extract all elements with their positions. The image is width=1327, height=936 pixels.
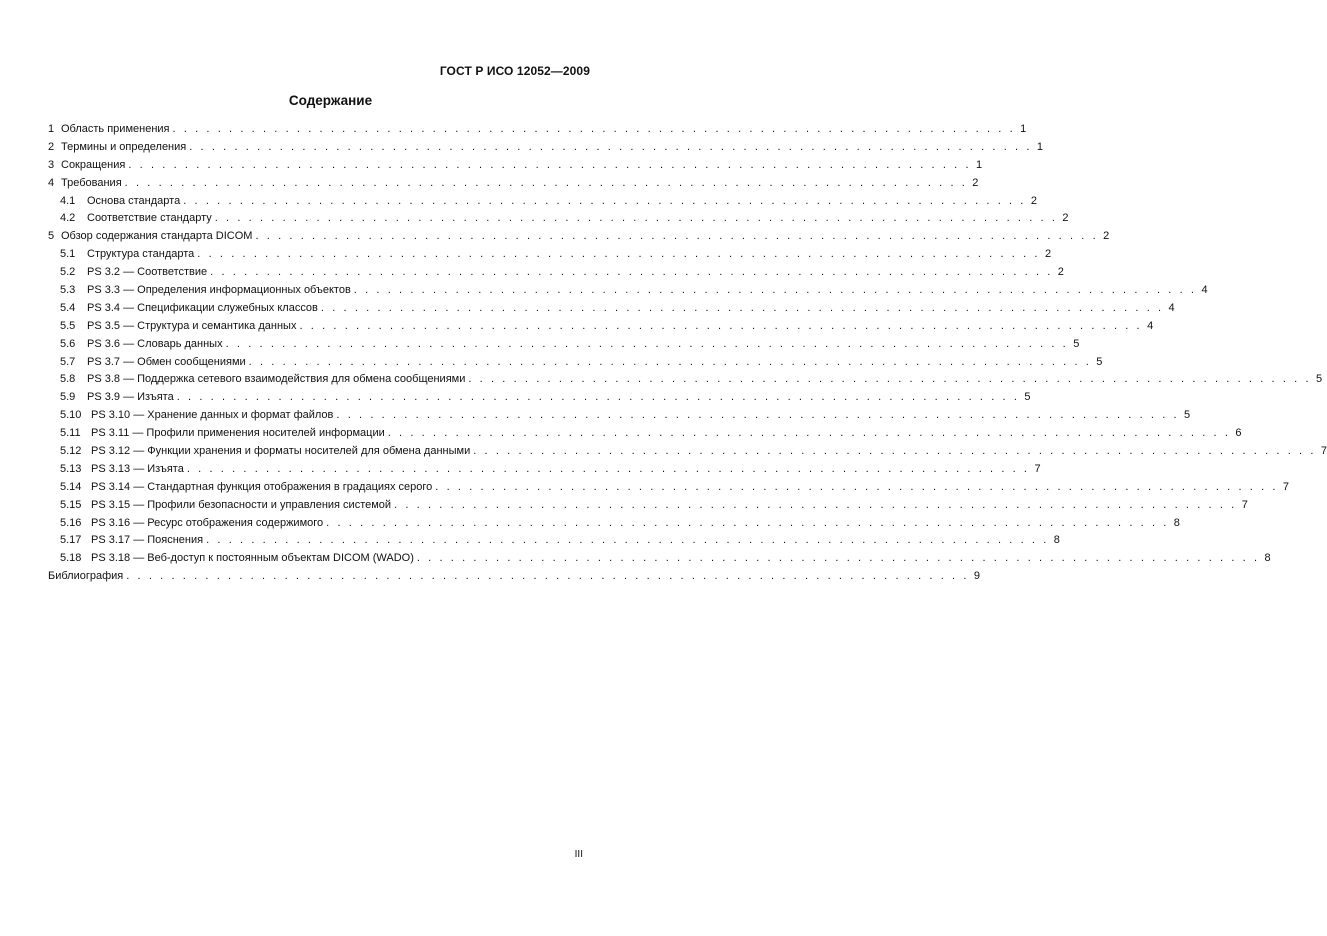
toc-entry-number: 1 <box>48 123 55 135</box>
toc-entry-page: 2 <box>1062 212 1069 225</box>
toc-entry-page: 1 <box>975 158 983 171</box>
toc-dot-leader: . . . . . . . . . . . . . . . . . . . . . . . . . . . . . . . . . . . . . . . . . . . . . . . . . . . . . . . . . . . . . . . . . . . . . . . . . . . <box>210 266 1053 279</box>
toc-entry-number: 5.12 <box>60 445 82 458</box>
toc-dot-leader: . . . . . . . . . . . . . . . . . . . . . . . . . . . . . . . . . . . . . . . . . . . . . . . . . . . . . . . . . . . . . . . . . . . . . . . . . . . <box>176 391 1020 404</box>
toc-dot-leader: . . . . . . . . . . . . . . . . . . . . . . . . . . . . . . . . . . . . . . . . . . . . . . . . . . . . . . . . . . . . . . . . . . . . . . . . . . . <box>326 516 1169 529</box>
toc-dot-leader: . . . . . . . . . . . . . . . . . . . . . . . . . . . . . . . . . . . . . . . . . . . . . . . . . . . . . . . . . . . . . . . . . . . . . . . . . . . <box>416 552 1260 565</box>
toc-dot-leader: . . . . . . . . . . . . . . . . . . . . . . . . . . . . . . . . . . . . . . . . . . . . . . . . . . . . . . . . . . . . . . . . . . . . . . . . . . . <box>206 534 1049 547</box>
toc-dot-leader: . . . . . . . . . . . . . . . . . . . . . . . . . . . . . . . . . . . . . . . . . . . . . . . . . . . . . . . . . . . . . . . . . . . . . . . . . . . <box>299 319 1143 332</box>
toc-entry-number: 5.9 <box>60 391 76 404</box>
toc-entry[interactable] <box>48 228 1110 246</box>
toc-entry[interactable] <box>48 550 1271 568</box>
toc-dot-leader: . . . . . . . . . . . . . . . . . . . . . . . . . . . . . . . . . . . . . . . . . . . . . . . . . . . . . . . . . . . . . . . . . . . . . . . . . . . <box>225 337 1069 350</box>
toc-entry-title: PS 3.14 — Стандартная функция отображения в градациях серого <box>91 480 433 493</box>
toc-entry-title: PS 3.18 — Веб-доступ к постоянным объектам DICOM (WADO) <box>91 552 414 565</box>
toc-entry-title: PS 3.17 — Пояснения <box>91 534 204 547</box>
toc-entry-title: PS 3.16 — Ресурс отображения содержимого <box>91 516 324 529</box>
toc-entry[interactable] <box>48 157 983 175</box>
toc-entry-page: 2 <box>1044 248 1052 261</box>
toc-entry-number: 4.2 <box>60 212 76 225</box>
toc-entry-number: 3 <box>48 158 55 171</box>
toc-entry-title: Структура стандарта <box>87 248 195 261</box>
toc-dot-leader: . . . . . . . . . . . . . . . . . . . . . . . . . . . . . . . . . . . . . . . . . . . . . . . . . . . . . . . . . . . . . . . . . . . . . . . . . . . <box>320 301 1164 314</box>
toc-dot-leader: . . . . . . . . . . . . . . . . . . . . . . . . . . . . . . . . . . . . . . . . . . . . . . . . . . . . . . . . . . . . . . . . . . . . . . . . . . . <box>124 176 968 189</box>
toc-entry-number: 5.15 <box>60 498 82 511</box>
toc-entry-title: Библиография <box>48 570 124 583</box>
toc-entry[interactable] <box>48 336 1080 354</box>
toc-entry-title: PS 3.3 — Определения информационных объектов <box>87 284 351 297</box>
toc-entry-title: PS 3.11 — Профили применения носителей информации <box>91 427 385 440</box>
toc-entry-page: 8 <box>1053 534 1060 547</box>
toc-entry[interactable] <box>48 318 1154 336</box>
toc-entry-number: 5.1 <box>60 248 76 261</box>
document-id: ГОСТ Р ИСО 12052—2009 <box>439 64 590 78</box>
toc-dot-leader: . . . . . . . . . . . . . . . . . . . . . . . . . . . . . . . . . . . . . . . . . . . . . . . . . . . . . . . . . . . . . . . . . . . . . . . . . . . <box>189 140 1032 153</box>
toc-dot-leader: . . . . . . . . . . . . . . . . . . . . . . . . . . . . . . . . . . . . . . . . . . . . . . . . . . . . . . . . . . . . . . . . . . . . . . . . . . . <box>248 355 1092 368</box>
toc-entry[interactable] <box>48 300 1175 318</box>
toc-dot-leader: . . . . . . . . . . . . . . . . . . . . . . . . . . . . . . . . . . . . . . . . . . . . . . . . . . . . . . . . . . . . . . . . . . . . . . . . . . . <box>353 284 1197 297</box>
toc-entry-page: 7 <box>1320 445 1327 458</box>
toc-entry-page: 5 <box>1316 373 1323 386</box>
toc-entry[interactable] <box>48 515 1180 533</box>
toc-entry-title: PS 3.8 — Поддержка сетевого взаимодействия для обмена сообщениями <box>87 373 466 386</box>
toc-entry[interactable] <box>48 497 1248 515</box>
toc-dot-leader: . . . . . . . . . . . . . . . . . . . . . . . . . . . . . . . . . . . . . . . . . . . . . . . . . . . . . . . . . . . . . . . . . . . . . . . . . . . <box>394 498 1237 511</box>
toc-entry-number: 5.16 <box>60 516 82 529</box>
toc-dot-leader: . . . . . . . . . . . . . . . . . . . . . . . . . . . . . . . . . . . . . . . . . . . . . . . . . . . . . . . . . . . . . . . . . . . . . . . . . . . <box>172 123 1016 135</box>
toc-entry-page: 2 <box>972 176 979 189</box>
toc-entry-page: 1 <box>1036 140 1043 153</box>
toc-entry-title: PS 3.6 — Словарь данных <box>87 337 223 350</box>
toc-entry-page: 5 <box>1184 409 1191 422</box>
toc-entry[interactable] <box>48 121 1027 139</box>
toc-entry[interactable] <box>48 193 1037 211</box>
toc-entry[interactable] <box>48 246 1052 264</box>
toc-dot-leader: . . . . . . . . . . . . . . . . . . . . . . . . . . . . . . . . . . . . . . . . . . . . . . . . . . . . . . . . . . . . . . . . . . . . . . . . . . . <box>128 158 972 171</box>
toc-entry-page: 7 <box>1282 480 1290 493</box>
toc-entry-number: 5.5 <box>60 319 76 332</box>
toc-entry-title: PS 3.2 — Соответствие <box>87 266 208 279</box>
toc-entry-title: Область применения <box>61 123 170 135</box>
table-of-contents <box>48 121 1327 586</box>
toc-entry[interactable] <box>48 282 1208 300</box>
toc-entry[interactable] <box>48 443 1327 461</box>
toc-dot-leader: . . . . . . . . . . . . . . . . . . . . . . . . . . . . . . . . . . . . . . . . . . . . . . . . . . . . . . . . . . . . . . . . . . . . . . . . . . . <box>186 462 1030 475</box>
toc-dot-leader: . . . . . . . . . . . . . . . . . . . . . . . . . . . . . . . . . . . . . . . . . . . . . . . . . . . . . . . . . . . . . . . . . . . . . . . . . . . <box>473 445 1316 458</box>
toc-entry-page: 5 <box>1024 391 1031 404</box>
toc-entry-number: 5.6 <box>60 337 76 350</box>
page-number: III <box>574 849 583 860</box>
toc-entry-number: 5.10 <box>60 409 82 422</box>
toc-dot-leader: . . . . . . . . . . . . . . . . . . . . . . . . . . . . . . . . . . . . . . . . . . . . . . . . . . . . . . . . . . . . . . . . . . . . . . . . . . . <box>126 570 970 583</box>
toc-entry-title: Термины и определения <box>61 140 187 153</box>
toc-entry-title: Соответствие стандарту <box>87 212 212 225</box>
toc-entry-title: PS 3.12 — Функции хранения и форматы носителей для обмена данными <box>91 445 471 458</box>
toc-entry-title: PS 3.15 — Профили безопасности и управления системой <box>91 498 392 511</box>
toc-entry-title: PS 3.13 — Изъята <box>91 462 184 475</box>
toc-entry-number: 4.1 <box>60 194 76 207</box>
toc-entry-page: 1 <box>1020 123 1027 135</box>
toc-entry[interactable] <box>48 461 1041 479</box>
toc-entry-number: 2 <box>48 140 55 153</box>
toc-entry-page: 2 <box>1103 230 1110 243</box>
toc-entry-title: Основа стандарта <box>87 194 181 207</box>
toc-entry-page: 4 <box>1147 319 1154 332</box>
toc-entry-page: 7 <box>1241 498 1248 511</box>
toc-entry[interactable] <box>48 354 1103 372</box>
toc-dot-leader: . . . . . . . . . . . . . . . . . . . . . . . . . . . . . . . . . . . . . . . . . . . . . . . . . . . . . . . . . . . . . . . . . . . . . . . . . . . <box>435 480 1279 493</box>
toc-entry[interactable] <box>48 407 1191 425</box>
toc-entry-page: 4 <box>1168 301 1175 314</box>
toc-entry[interactable] <box>48 210 1069 228</box>
toc-entry-number: 5.7 <box>60 355 76 368</box>
toc-entry-page: 2 <box>1057 266 1064 279</box>
toc-entry[interactable] <box>48 175 979 193</box>
toc-entry-title: PS 3.5 — Структура и семантика данных <box>87 319 297 332</box>
toc-entry-number: 5.13 <box>60 462 82 475</box>
toc-entry-number: 5.11 <box>60 427 81 440</box>
toc-entry-number: 5.8 <box>60 373 76 386</box>
toc-entry-page: 7 <box>1034 462 1041 475</box>
toc-entry-page: 2 <box>1030 194 1037 207</box>
toc-dot-leader: . . . . . . . . . . . . . . . . . . . . . . . . . . . . . . . . . . . . . . . . . . . . . . . . . . . . . . . . . . . . . . . . . . . . . . . . . . . <box>183 194 1026 207</box>
toc-entry[interactable] <box>48 389 1031 407</box>
toc-entry-title: PS 3.10 — Хранение данных и формат файлов <box>91 409 334 422</box>
toc-entry-page: 9 <box>973 570 981 583</box>
toc-entry-number: 5.4 <box>60 301 76 314</box>
toc-entry-number: 5.2 <box>60 266 76 279</box>
toc-dot-leader: . . . . . . . . . . . . . . . . . . . . . . . . . . . . . . . . . . . . . . . . . . . . . . . . . . . . . . . . . . . . . . . . . . . . . . . . . . . <box>255 230 1099 243</box>
toc-entry[interactable] <box>48 139 1043 157</box>
toc-entry-number: 5.18 <box>60 552 82 565</box>
toc-entry-page: 6 <box>1235 427 1242 440</box>
toc-entry-page: 4 <box>1201 284 1208 297</box>
toc-entry[interactable] <box>48 568 981 586</box>
toc-entry-number: 5.17 <box>60 534 82 547</box>
toc-entry-title: PS 3.4 — Спецификации служебных классов <box>87 301 318 314</box>
toc-entry-title: Требования <box>61 176 122 189</box>
toc-dot-leader: . . . . . . . . . . . . . . . . . . . . . . . . . . . . . . . . . . . . . . . . . . . . . . . . . . . . . . . . . . . . . . . . . . . . . . . . . . . <box>336 409 1180 422</box>
toc-title: Содержание <box>288 93 373 108</box>
toc-entry[interactable] <box>48 425 1242 443</box>
toc-entry-title: Сокращения <box>61 158 126 171</box>
toc-entry-page: 8 <box>1264 552 1271 565</box>
toc-entry-number: 4 <box>48 176 55 189</box>
toc-entry-number: 5.3 <box>60 284 76 297</box>
toc-dot-leader: . . . . . . . . . . . . . . . . . . . . . . . . . . . . . . . . . . . . . . . . . . . . . . . . . . . . . . . . . . . . . . . . . . . . . . . . . . . <box>214 212 1058 225</box>
toc-entry[interactable] <box>48 264 1064 282</box>
toc-entry-title: PS 3.9 — Изъята <box>87 391 174 404</box>
toc-entry[interactable] <box>48 479 1290 497</box>
toc-entry[interactable] <box>48 371 1323 389</box>
toc-dot-leader: . . . . . . . . . . . . . . . . . . . . . . . . . . . . . . . . . . . . . . . . . . . . . . . . . . . . . . . . . . . . . . . . . . . . . . . . . . . <box>468 373 1312 386</box>
toc-entry-page: 5 <box>1096 355 1103 368</box>
toc-dot-leader: . . . . . . . . . . . . . . . . . . . . . . . . . . . . . . . . . . . . . . . . . . . . . . . . . . . . . . . . . . . . . . . . . . . . . . . . . . . <box>387 427 1231 440</box>
toc-entry-number: 5.14 <box>60 480 82 493</box>
toc-entry-title: PS 3.7 — Обмен сообщениями <box>87 355 246 368</box>
toc-entry-page: 8 <box>1173 516 1180 529</box>
toc-entry[interactable] <box>48 532 1060 550</box>
toc-entry-number: 5 <box>48 230 55 243</box>
toc-entry-title: Обзор содержания стандарта DICOM <box>61 230 253 243</box>
toc-entry-page: 5 <box>1073 337 1080 350</box>
toc-dot-leader: . . . . . . . . . . . . . . . . . . . . . . . . . . . . . . . . . . . . . . . . . . . . . . . . . . . . . . . . . . . . . . . . . . . . . . . . . . . <box>197 248 1041 261</box>
